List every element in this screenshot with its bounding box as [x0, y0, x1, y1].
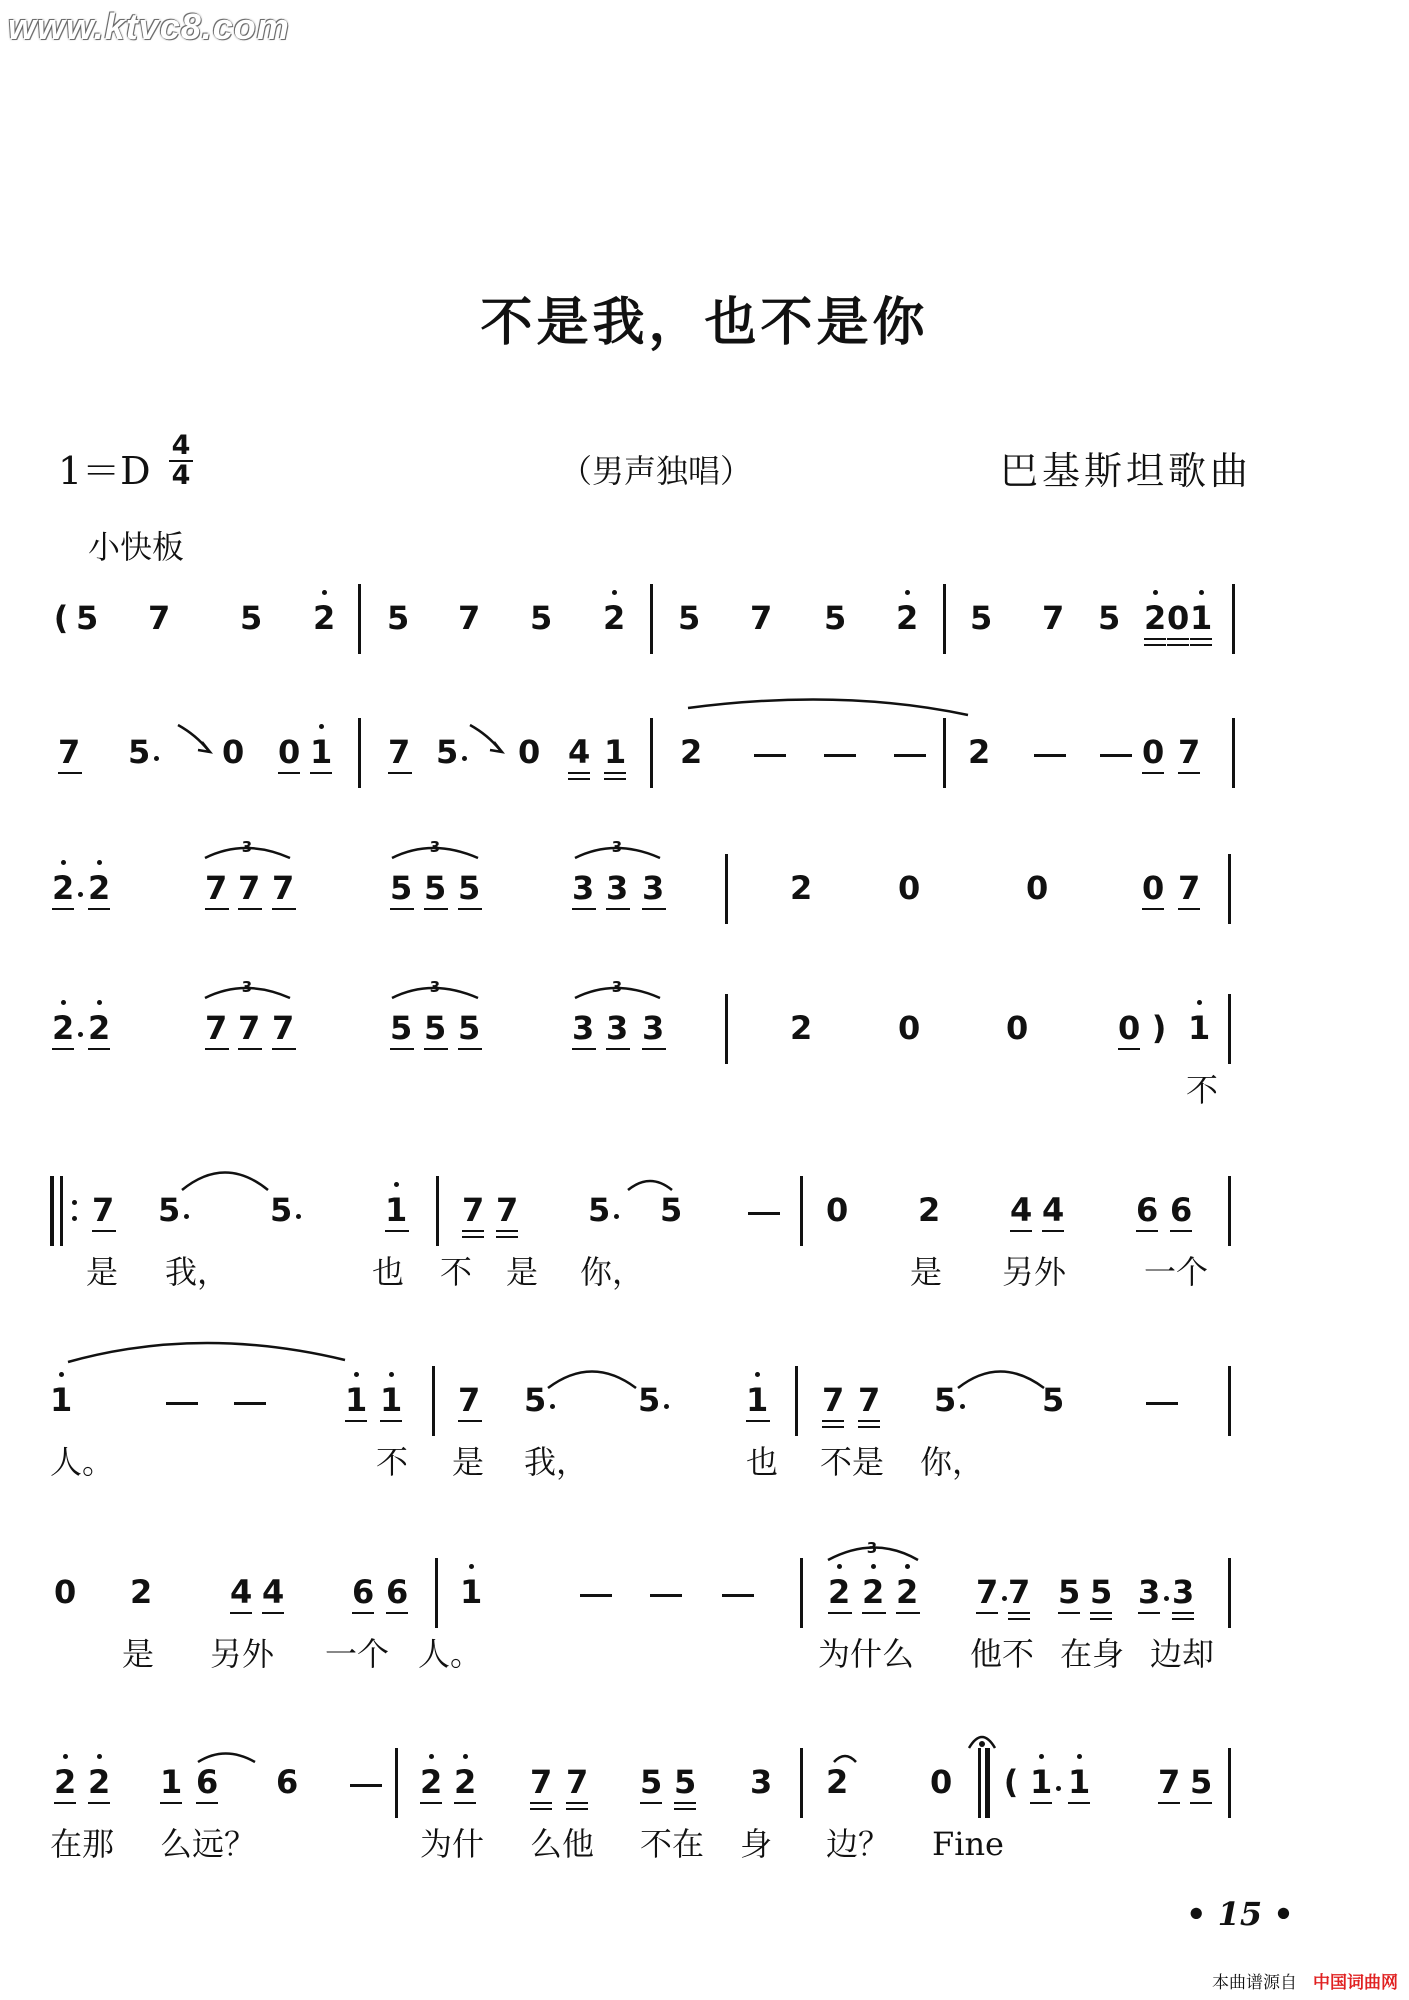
note: 7: [238, 1009, 261, 1047]
key-signature: 1＝D: [58, 449, 151, 493]
rest: 0: [222, 733, 245, 771]
note: 3: [572, 1009, 595, 1047]
note: 1: [50, 1381, 73, 1419]
note: 7: [205, 1009, 228, 1047]
tie: [68, 1343, 345, 1362]
note: 7: [1178, 733, 1201, 771]
note: 7: [58, 733, 81, 771]
open-paren: (: [53, 599, 69, 637]
note: 2: [88, 869, 111, 907]
note: 2: [313, 599, 336, 637]
lyric-syllable: 另外: [210, 1635, 275, 1673]
lyric-syllable: 身: [740, 1825, 773, 1863]
lyric-syllable: 为什么: [818, 1635, 915, 1673]
rest: 0: [826, 1191, 849, 1229]
note: 7: [462, 1191, 485, 1229]
note: 5: [390, 1009, 413, 1047]
lyric-syllable: 是: [910, 1253, 943, 1291]
tie: [628, 1181, 672, 1190]
fermata-dot: [979, 1741, 985, 1747]
note: 1: [604, 733, 627, 771]
lyric-syllable: 为什: [420, 1825, 485, 1863]
note: 5: [1058, 1573, 1081, 1611]
lyric-syllable: 你，: [580, 1253, 645, 1291]
note: 5: [436, 733, 459, 771]
note: 5: [76, 599, 99, 637]
note: 5: [638, 1381, 661, 1419]
lyric-syllable: 是: [86, 1253, 119, 1291]
performance-note: （男声独唱）: [560, 452, 753, 490]
lyric-syllable: 我，: [165, 1253, 230, 1291]
note: 2: [790, 1009, 813, 1047]
note: 5: [678, 599, 701, 637]
note: 1: [160, 1763, 183, 1801]
rest: 0: [1142, 733, 1165, 771]
note: 1: [380, 1381, 403, 1419]
close-paren: ): [1151, 1009, 1167, 1047]
lyric-syllable: 不在: [640, 1825, 705, 1863]
note: 5: [1090, 1573, 1113, 1611]
lyric-syllable: 也: [372, 1253, 405, 1291]
composer: 巴基斯坦歌曲: [1000, 449, 1253, 493]
note: 3: [642, 1009, 665, 1047]
note: 7: [750, 599, 773, 637]
rest: 0: [518, 733, 541, 771]
note: 4: [230, 1573, 253, 1611]
note: 7: [205, 869, 228, 907]
note: 7: [496, 1191, 519, 1229]
source-label: 本曲谱源自: [1212, 1973, 1297, 1993]
tie: [198, 1754, 255, 1763]
rest: 0: [54, 1573, 77, 1611]
rest: 0: [898, 869, 921, 907]
triplet-3: 3: [241, 838, 253, 856]
triplet-3: 3: [611, 978, 623, 996]
tie: [958, 1372, 1044, 1389]
note: 5: [824, 599, 847, 637]
note: 7: [238, 869, 261, 907]
note: 5: [934, 1381, 957, 1419]
triplet-3: 3: [241, 978, 253, 996]
lyric-syllable: 是: [452, 1443, 485, 1481]
lyric-syllable: 一个: [325, 1635, 390, 1673]
note: 5: [158, 1191, 181, 1229]
lyric-syllable: 是: [506, 1253, 539, 1291]
note: 7: [1158, 1763, 1181, 1801]
lyric-syllable: Fine: [932, 1825, 1004, 1863]
lyric-syllable: 在身: [1060, 1635, 1125, 1673]
note: 7: [272, 1009, 295, 1047]
note: 4: [1010, 1191, 1033, 1229]
page-number: • 15 •: [1186, 1895, 1294, 1933]
note: 2: [454, 1763, 477, 1801]
note: 5: [588, 1191, 611, 1229]
note: 2: [52, 1009, 75, 1047]
note: 2: [862, 1573, 885, 1611]
note: 7: [458, 1381, 481, 1419]
tie: [688, 699, 968, 715]
note: 5: [530, 599, 553, 637]
lyric-syllable: 边？: [826, 1825, 891, 1863]
rest: 0: [898, 1009, 921, 1047]
grace-arrow: [178, 725, 208, 750]
note: 3: [572, 869, 595, 907]
time-signature-top: 4: [171, 430, 191, 461]
source-credit: [1212, 1968, 1398, 1993]
note: 5: [387, 599, 410, 637]
note: 7: [148, 599, 171, 637]
triplet-3: 3: [429, 838, 441, 856]
note: 2: [88, 1009, 111, 1047]
note: 5: [1098, 599, 1121, 637]
note: 1: [746, 1381, 769, 1419]
lyric-syllable: 么远？: [160, 1825, 257, 1863]
note: 2: [52, 869, 75, 907]
lyric-syllable: 也: [746, 1443, 779, 1481]
rest: 0: [278, 733, 301, 771]
rest: 0: [1026, 869, 1049, 907]
note: 5: [1190, 1763, 1213, 1801]
note: 1: [345, 1381, 368, 1419]
lyric-syllable: 你，: [920, 1443, 985, 1481]
note: 5: [970, 599, 993, 637]
lyric-syllable: 不: [376, 1443, 409, 1481]
rest: 0: [1118, 1009, 1141, 1047]
grace-arrow: [470, 725, 500, 750]
note: 5: [524, 1381, 547, 1419]
note: 5: [674, 1763, 697, 1801]
note: 1: [1190, 599, 1213, 637]
note: 6: [1136, 1191, 1159, 1229]
note: 2: [88, 1763, 111, 1801]
note: 6: [196, 1763, 219, 1801]
note: 5: [390, 869, 413, 907]
note: 5: [1042, 1381, 1065, 1419]
note: 1: [1030, 1763, 1053, 1801]
note: 3: [1172, 1573, 1195, 1611]
note: 7: [976, 1573, 999, 1611]
lyric-syllable: 是: [122, 1635, 155, 1673]
note: 2: [826, 1763, 849, 1801]
note: 5: [128, 733, 151, 771]
tempo-marking: 小快板: [88, 528, 185, 566]
lyric-syllable: 么他: [530, 1825, 595, 1863]
rest: 0: [1167, 599, 1190, 637]
note: 6: [352, 1573, 375, 1611]
lyric-syllable: 另外: [1002, 1253, 1067, 1291]
note: 5: [458, 1009, 481, 1047]
rest: 0: [1006, 1009, 1029, 1047]
note: 2: [1144, 599, 1167, 637]
note: 1: [460, 1573, 483, 1611]
note: 5: [660, 1191, 683, 1229]
note: 2: [680, 733, 703, 771]
note: 2: [603, 599, 626, 637]
note: 7: [822, 1381, 845, 1419]
note: 3: [750, 1763, 773, 1801]
note: 4: [1042, 1191, 1065, 1229]
note: 7: [566, 1763, 589, 1801]
note: 6: [276, 1763, 299, 1801]
note: 2: [790, 869, 813, 907]
lyric-syllable: 一个: [1144, 1253, 1209, 1291]
note: 7: [1042, 599, 1065, 637]
page-title: 不是我，也不是你: [480, 292, 929, 353]
source-site: 中国词曲网: [1313, 1973, 1398, 1993]
note: 7: [530, 1763, 553, 1801]
note: 2: [896, 599, 919, 637]
note: 7: [1178, 869, 1201, 907]
triplet-3: 3: [611, 838, 623, 856]
note: 4: [262, 1573, 285, 1611]
rest: 0: [930, 1763, 953, 1801]
lyric-syllable: 边却: [1150, 1635, 1215, 1673]
note: 2: [828, 1573, 851, 1611]
note: 5: [240, 599, 263, 637]
note: 6: [1170, 1191, 1193, 1229]
note: 2: [130, 1573, 153, 1611]
tie: [834, 1756, 856, 1762]
triplet-3: 3: [429, 978, 441, 996]
lyric-syllable: 不: [440, 1253, 473, 1291]
lyric-pickup: 不: [1186, 1071, 1219, 1109]
lyric-syllable: 人。: [418, 1635, 483, 1673]
note: 6: [386, 1573, 409, 1611]
note: 7: [272, 869, 295, 907]
note: 7: [858, 1381, 881, 1419]
note: 3: [606, 1009, 629, 1047]
lyric-syllable: 人。: [50, 1443, 115, 1481]
note: 5: [270, 1191, 293, 1229]
note: 3: [606, 869, 629, 907]
lyric-syllable: 我，: [524, 1443, 589, 1481]
note: 5: [640, 1763, 663, 1801]
tie: [548, 1372, 636, 1389]
open-paren: (: [1003, 1763, 1019, 1801]
note: 7: [1008, 1573, 1031, 1611]
note: 3: [642, 869, 665, 907]
note: 1: [385, 1191, 408, 1229]
note: 5: [424, 1009, 447, 1047]
lyric-syllable: 不是: [820, 1443, 885, 1481]
note: 2: [918, 1191, 941, 1229]
lyric-syllable: 他不: [970, 1635, 1035, 1673]
note: 5: [458, 869, 481, 907]
watermark: www.ktvc8.com: [8, 6, 290, 47]
note: 5: [424, 869, 447, 907]
note: 7: [388, 733, 411, 771]
note: 2: [968, 733, 991, 771]
triplet-3: 3: [866, 1539, 878, 1557]
rest: 0: [1142, 869, 1165, 907]
note: 7: [458, 599, 481, 637]
note: 1: [310, 733, 333, 771]
note: 3: [1138, 1573, 1161, 1611]
note: 1: [1068, 1763, 1091, 1801]
note: 4: [568, 733, 591, 771]
note: 7: [92, 1191, 115, 1229]
note: 1: [1188, 1009, 1211, 1047]
time-signature-bottom: 4: [171, 460, 191, 491]
lyric-syllable: 在那: [50, 1825, 115, 1863]
tie: [182, 1173, 268, 1191]
note: 2: [896, 1573, 919, 1611]
note: 2: [420, 1763, 443, 1801]
note: 2: [54, 1763, 77, 1801]
